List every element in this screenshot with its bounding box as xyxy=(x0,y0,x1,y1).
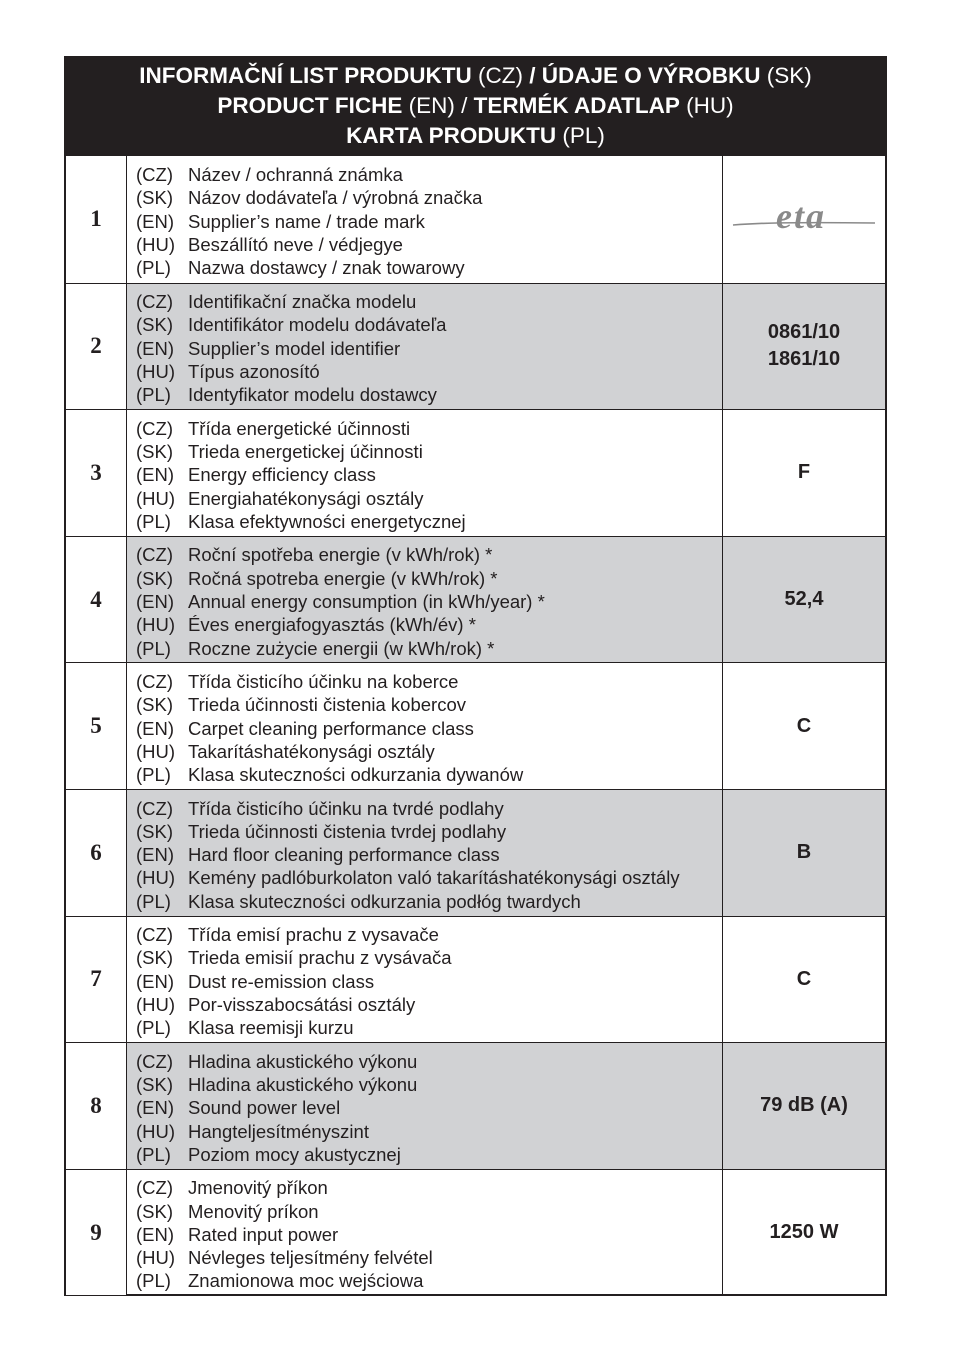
description-line xyxy=(136,717,722,740)
language-code: (HU) xyxy=(136,487,176,509)
row-description xyxy=(127,1043,723,1169)
table-row xyxy=(66,409,885,536)
description-line xyxy=(136,1096,722,1119)
table-row xyxy=(66,1042,885,1169)
description-text: Menovitý príkon xyxy=(188,1200,319,1222)
description-line xyxy=(136,866,722,889)
language-code: (EN) xyxy=(136,717,175,739)
eta-logo xyxy=(729,199,879,239)
language-code: (HU) xyxy=(136,1120,176,1142)
language-code: (HU) xyxy=(136,1247,176,1269)
description-text: Kemény padlóburkolaton való takarításhatékonysági osztály xyxy=(188,867,680,889)
description-text: Rated input power xyxy=(188,1223,339,1245)
description-line xyxy=(136,590,722,613)
description-text: Supplier’s name / trade mark xyxy=(188,210,425,232)
description-text: Hladina akustického výkonu xyxy=(188,1074,418,1095)
row-number: 4 xyxy=(66,537,127,663)
description-text: Ročná spotreba energie (v kWh/rok) * xyxy=(188,567,498,589)
language-code: (SK) xyxy=(136,314,173,336)
language-code: (PL) xyxy=(136,890,171,912)
value-text: 1861/10 xyxy=(767,348,841,371)
row-value xyxy=(723,1043,885,1169)
eta-logo-text: eta xyxy=(776,199,826,237)
language-code: (HU) xyxy=(136,361,176,383)
description-line xyxy=(136,1120,722,1143)
header-separator: / xyxy=(461,93,474,118)
value-text: 79 dB (A) xyxy=(760,1094,848,1117)
description-text: Identifikační značka modelu xyxy=(188,291,417,313)
description-line xyxy=(136,1016,722,1039)
language-code: (EN) xyxy=(136,844,175,866)
description-line xyxy=(136,510,722,533)
value-text: C xyxy=(796,714,812,737)
row-number: 5 xyxy=(66,663,127,789)
table-row xyxy=(66,662,885,789)
description-text: Hard floor cleaning performance class xyxy=(188,844,500,866)
row-value xyxy=(723,156,885,283)
language-code: (EN) xyxy=(136,590,175,612)
row-value xyxy=(723,917,885,1043)
description-line xyxy=(136,417,722,440)
description-text: Por-visszabocsátási osztály xyxy=(188,994,416,1015)
description-text: Dust re-emission class xyxy=(188,970,375,992)
language-code: (PL) xyxy=(136,637,171,659)
description-text: Energy efficiency class xyxy=(188,464,376,486)
description-line xyxy=(136,820,722,843)
description-text: Roczne zużycie energii (w kWh/rok) * xyxy=(188,637,495,659)
description-line xyxy=(136,890,722,913)
description-line xyxy=(136,693,722,716)
table-row xyxy=(66,283,885,410)
language-code: (EN) xyxy=(136,1097,175,1119)
description-line xyxy=(136,1050,722,1073)
row-value xyxy=(723,537,885,663)
description-line xyxy=(136,186,722,209)
language-code: (SK) xyxy=(136,1074,173,1095)
row-description xyxy=(127,284,723,410)
header-line-3 xyxy=(346,121,605,151)
language-code: (CZ) xyxy=(136,1177,173,1199)
description-text: Třída energetické účinnosti xyxy=(188,417,411,439)
value-text: B xyxy=(796,841,812,864)
description-text: Típus azonosító xyxy=(188,361,320,383)
description-line xyxy=(136,797,722,820)
description-text: Takarításhatékonysági osztály xyxy=(188,740,435,762)
fiche-header xyxy=(66,58,885,156)
description-text: Hladina akustického výkonu xyxy=(188,1050,418,1072)
value-text: F xyxy=(797,461,811,484)
language-code: (SK) xyxy=(136,1200,173,1222)
value-text: C xyxy=(796,967,812,990)
row-number: 8 xyxy=(66,1043,127,1169)
language-code: (CZ) xyxy=(136,417,173,439)
language-code: (SK) xyxy=(136,567,173,589)
language-code: (PL) xyxy=(136,510,171,532)
description-line xyxy=(136,970,722,993)
description-line xyxy=(136,313,722,336)
row-value xyxy=(723,1170,885,1296)
row-description xyxy=(127,537,723,663)
description-text: Hangteljesítményszint xyxy=(188,1120,369,1142)
row-description xyxy=(127,156,723,283)
row-description xyxy=(127,790,723,916)
row-number: 9 xyxy=(66,1170,127,1296)
header-title-sk: ÚDAJE O VÝROBKU xyxy=(541,63,761,88)
language-code: (EN) xyxy=(136,210,175,232)
language-code: (PL) xyxy=(136,1017,171,1039)
description-line xyxy=(136,463,722,486)
row-number: 2 xyxy=(66,284,127,410)
language-code: (SK) xyxy=(136,441,173,463)
description-line xyxy=(136,233,722,256)
description-text: Název / ochranná známka xyxy=(188,164,403,186)
language-code: (CZ) xyxy=(136,924,173,946)
language-code: (HU) xyxy=(136,867,176,889)
description-line xyxy=(136,360,722,383)
language-code: (SK) xyxy=(136,187,173,209)
language-code: (CZ) xyxy=(136,164,173,186)
row-number: 6 xyxy=(66,790,127,916)
product-fiche-table xyxy=(64,56,887,1296)
value-text: 52,4 xyxy=(784,588,824,611)
description-text: Energiahatékonysági osztály xyxy=(188,487,424,509)
language-code: (SK) xyxy=(136,694,173,716)
description-line xyxy=(136,290,722,313)
table-row xyxy=(66,789,885,916)
description-text: Názov dodávateľa / výrobná značka xyxy=(188,187,483,209)
header-title-en: PRODUCT FICHE xyxy=(217,93,403,118)
description-line xyxy=(136,1143,722,1166)
description-text: Klasa reemisji kurzu xyxy=(188,1017,354,1039)
table-row xyxy=(66,156,885,283)
description-text: Jmenovitý příkon xyxy=(188,1177,328,1199)
language-code: (EN) xyxy=(136,970,175,992)
description-text: Nazwa dostawcy / znak towarowy xyxy=(188,257,465,279)
header-separator: / xyxy=(529,63,542,88)
header-line-1 xyxy=(139,61,812,91)
description-line xyxy=(136,1246,722,1269)
description-line xyxy=(136,256,722,279)
value-text: 1250 W xyxy=(769,1221,839,1244)
table-row xyxy=(66,916,885,1043)
language-code: (HU) xyxy=(136,994,176,1015)
header-lang-en: (EN) xyxy=(402,93,462,118)
description-line xyxy=(136,163,722,186)
row-value xyxy=(723,410,885,536)
header-line-2 xyxy=(217,91,733,121)
table-row xyxy=(66,536,885,663)
description-text: Trieda účinnosti čistenia kobercov xyxy=(188,694,466,716)
description-line xyxy=(136,1176,722,1199)
row-description xyxy=(127,663,723,789)
header-title-pl: KARTA PRODUKTU xyxy=(346,123,557,148)
description-text: Třída čisticího účinku na koberce xyxy=(188,670,459,692)
language-code: (CZ) xyxy=(136,544,173,566)
description-text: Carpet cleaning performance class xyxy=(188,717,474,739)
description-text: Identyfikator modelu dostawcy xyxy=(188,384,437,406)
description-line xyxy=(136,923,722,946)
description-line xyxy=(136,946,722,969)
language-code: (SK) xyxy=(136,947,173,969)
description-line xyxy=(136,763,722,786)
language-code: (HU) xyxy=(136,740,176,762)
description-text: Klasa skuteczności odkurzania dywanów xyxy=(188,764,524,786)
description-text: Trieda účinnosti čistenia tvrdej podlahy xyxy=(188,820,507,842)
description-line xyxy=(136,740,722,763)
description-text: Roční spotřeba energie (v kWh/rok) * xyxy=(188,544,493,566)
language-code: (PL) xyxy=(136,1143,171,1165)
description-line xyxy=(136,1073,722,1096)
language-code: (CZ) xyxy=(136,291,173,313)
description-line xyxy=(136,1269,722,1292)
row-value xyxy=(723,663,885,789)
description-line xyxy=(136,210,722,233)
language-code: (CZ) xyxy=(136,1050,173,1072)
description-text: Trieda energetickej účinnosti xyxy=(188,441,423,463)
description-text: Klasa skuteczności odkurzania podłóg twardych xyxy=(188,890,581,912)
header-lang-hu: (HU) xyxy=(679,93,734,118)
row-number: 7 xyxy=(66,917,127,1043)
row-description xyxy=(127,917,723,1043)
language-code: (CZ) xyxy=(136,797,173,819)
header-lang-cz: (CZ) xyxy=(471,63,530,88)
language-code: (CZ) xyxy=(136,670,173,692)
language-code: (SK) xyxy=(136,820,173,842)
row-number: 3 xyxy=(66,410,127,536)
description-text: Třída čisticího účinku na tvrdé podlahy xyxy=(188,797,504,819)
description-line xyxy=(136,543,722,566)
description-text: Annual energy consumption (in kWh/year) * xyxy=(188,590,545,612)
description-text: Supplier’s model identifier xyxy=(188,337,401,359)
language-code: (HU) xyxy=(136,233,176,255)
description-line xyxy=(136,383,722,406)
description-text: Névleges teljesítmény felvétel xyxy=(188,1247,433,1269)
description-line xyxy=(136,567,722,590)
description-line xyxy=(136,487,722,510)
row-value xyxy=(723,790,885,916)
row-value xyxy=(723,284,885,410)
row-number: 1 xyxy=(66,156,127,283)
description-line xyxy=(136,993,722,1016)
description-line xyxy=(136,1200,722,1223)
language-code: (PL) xyxy=(136,764,171,786)
header-lang-sk: (SK) xyxy=(760,63,812,88)
header-lang-pl: (PL) xyxy=(556,123,605,148)
description-line xyxy=(136,1223,722,1246)
value-text: 0861/10 xyxy=(767,321,841,344)
row-description xyxy=(127,1170,723,1296)
language-code: (PL) xyxy=(136,384,171,406)
description-text: Sound power level xyxy=(188,1097,341,1119)
description-text: Poziom mocy akustycznej xyxy=(188,1143,401,1165)
description-text: Třída emisí prachu z vysavače xyxy=(188,924,439,946)
language-code: (EN) xyxy=(136,464,175,486)
description-line xyxy=(136,440,722,463)
description-line xyxy=(136,637,722,660)
language-code: (PL) xyxy=(136,257,171,279)
description-line xyxy=(136,613,722,636)
language-code: (HU) xyxy=(136,614,176,636)
header-title-hu: TERMÉK ADATLAP xyxy=(473,93,680,118)
language-code: (EN) xyxy=(136,1223,175,1245)
description-line xyxy=(136,843,722,866)
description-text: Identifikátor modelu dodávateľa xyxy=(188,314,447,336)
description-text: Znamionowa moc wejściowa xyxy=(188,1270,424,1292)
row-description xyxy=(127,410,723,536)
description-text: Trieda emisií prachu z vysávača xyxy=(188,947,452,969)
language-code: (EN) xyxy=(136,337,175,359)
description-text: Beszállító neve / védjegye xyxy=(188,233,403,255)
language-code: (PL) xyxy=(136,1270,171,1292)
table-row xyxy=(66,1169,885,1296)
description-text: Éves energiafogyasztás (kWh/év) * xyxy=(188,614,476,636)
description-text: Klasa efektywności energetycznej xyxy=(188,510,466,532)
description-line xyxy=(136,670,722,693)
description-line xyxy=(136,337,722,360)
header-title-cz: INFORMAČNÍ LIST PRODUKTU xyxy=(139,63,472,88)
